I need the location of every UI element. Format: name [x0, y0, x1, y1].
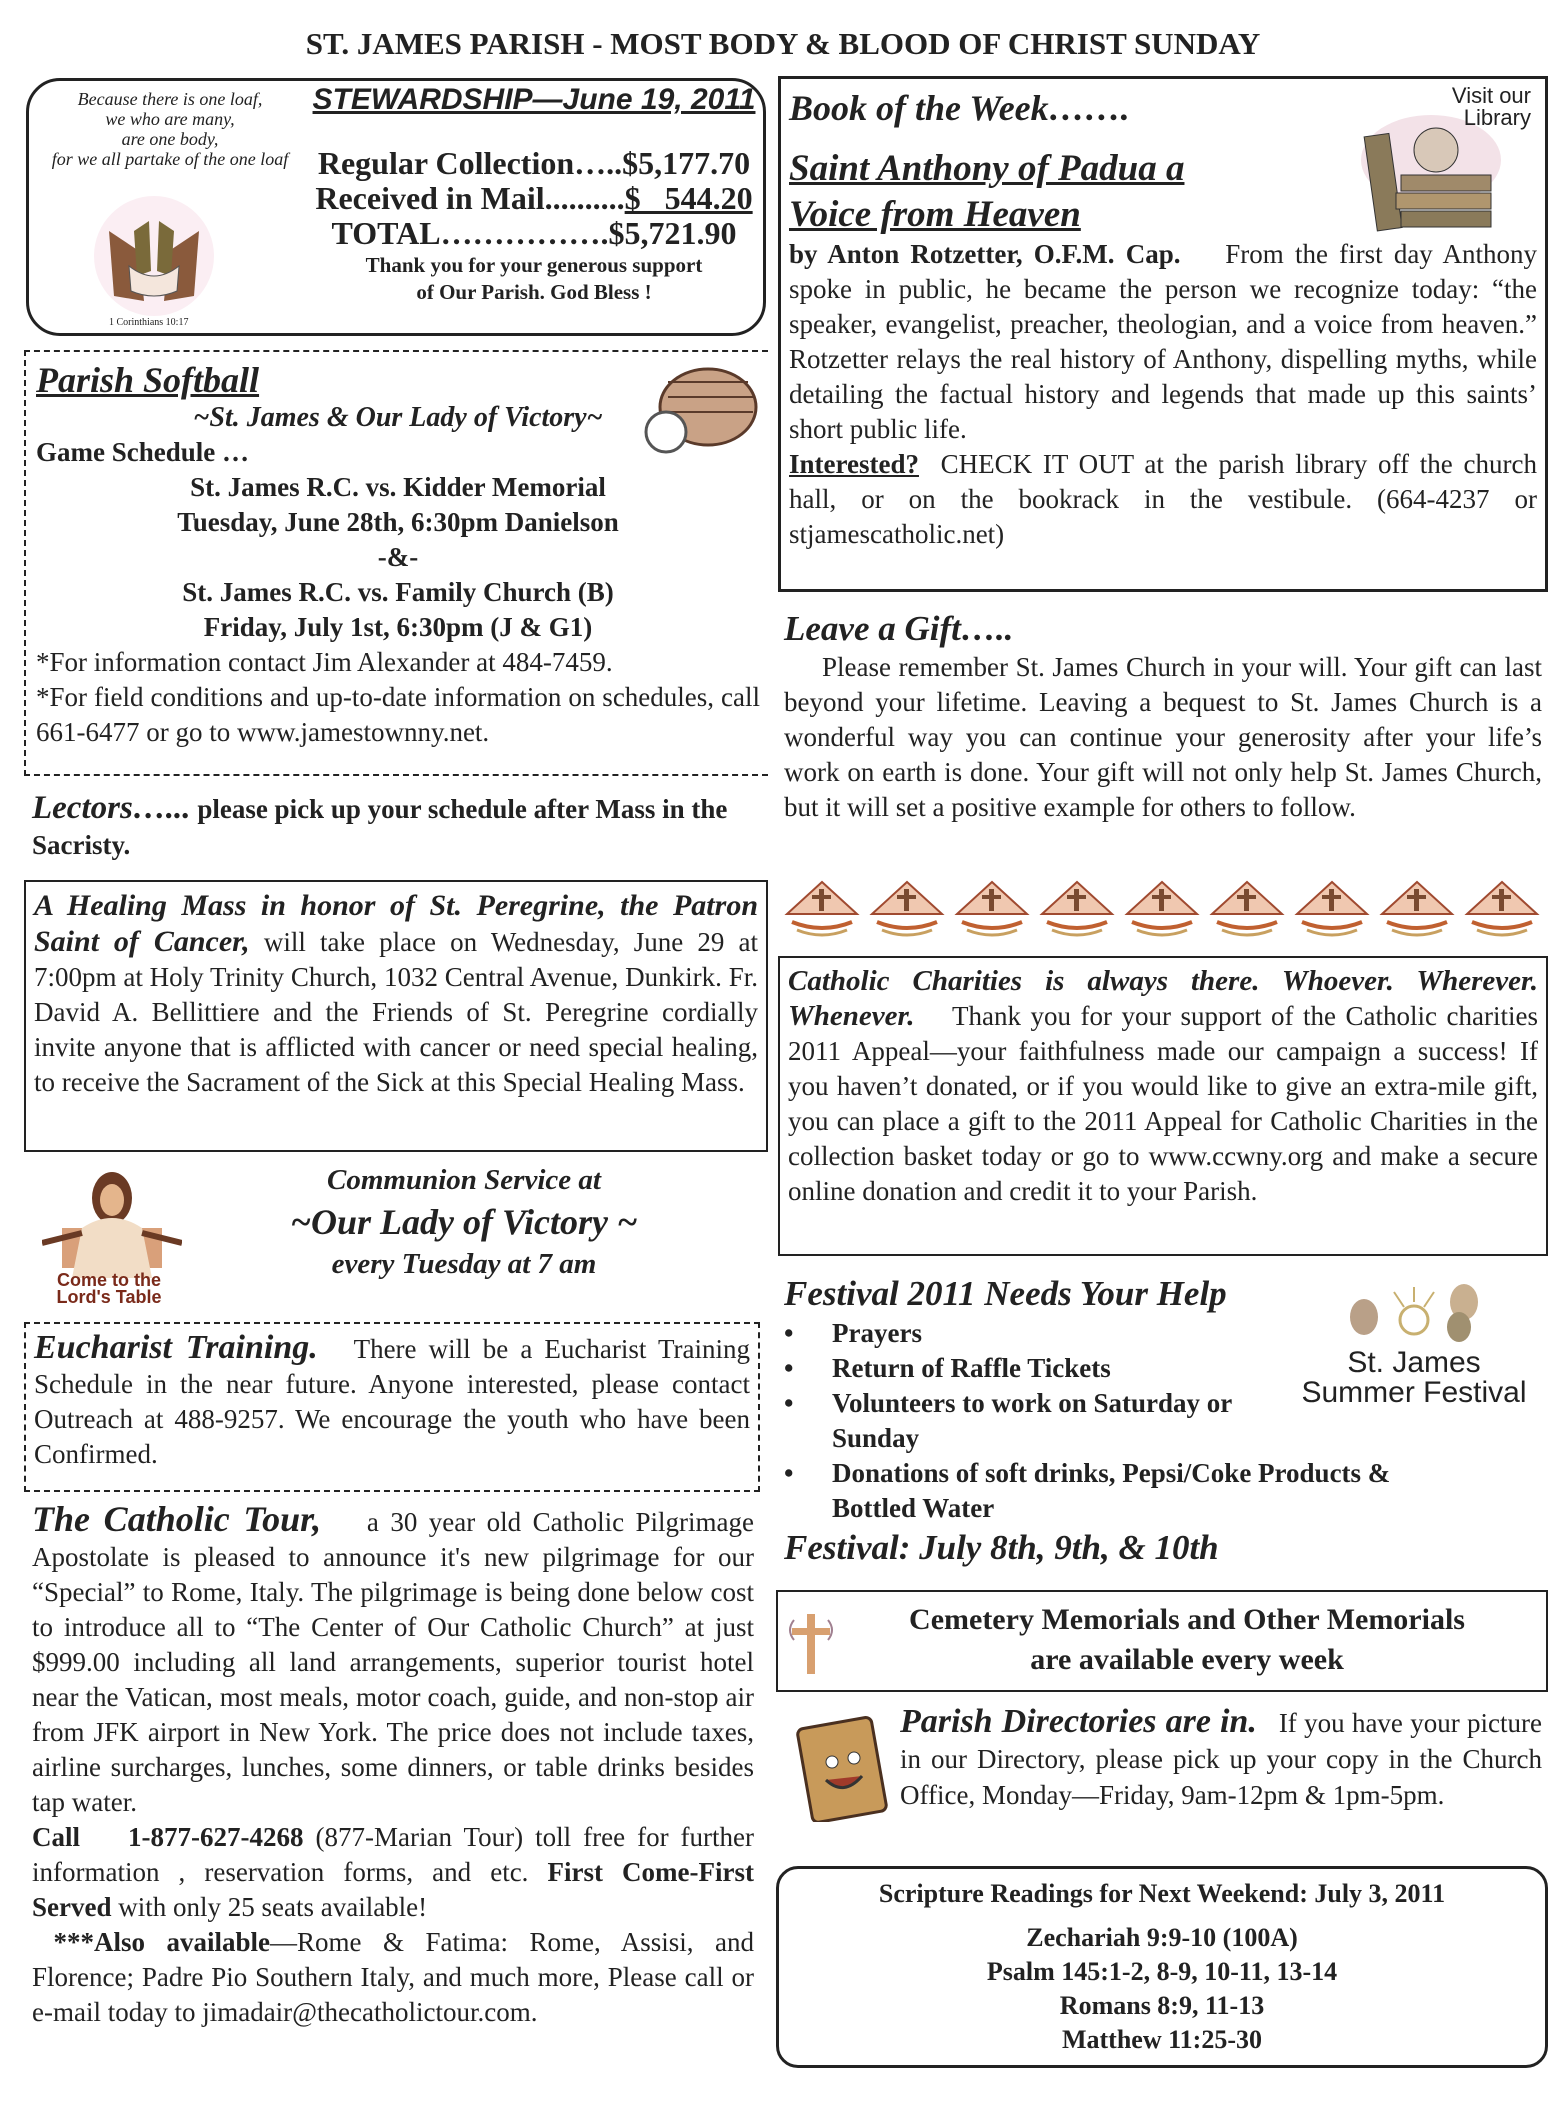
scripture-title: Scripture Readings for Next Weekend: July 3, 2011	[878, 1879, 1446, 1908]
scripture-readings-box	[776, 1866, 1548, 2068]
catholic-tour-section	[32, 1499, 755, 2030]
received-in-mail	[299, 180, 769, 217]
communion-location: ~Our Lady of Victory ~	[290, 1202, 638, 1242]
item-text: Return of Raffle Tickets	[832, 1353, 1111, 1383]
regular-collection: Regular Collection…..$5,177.70	[317, 145, 751, 181]
eucharist-title: Eucharist Training.	[34, 1329, 318, 1366]
caption-line: Lord's Table	[56, 1287, 162, 1307]
thanks-line: of Our Parish. God Bless !	[416, 280, 652, 304]
stewardship-box	[26, 78, 766, 336]
charities-text: Thank you for your support of the Catholic charities 2011 Appeal—your faithfulness made our campaign a success! If you haven’t donated, or if you would like to give an extra-mile gift, you can place a gift to the 2011 Appeal for Catholic Charities in the collection basket today or go to www.ccwny.org and make a secure online donation and credit it to your Parish.	[788, 1001, 1538, 1206]
book-cta: CHECK IT OUT at the parish library off the church hall, or on the bookrack in the vestibule. (664-4237 or stjamescatholic.net)	[789, 449, 1538, 549]
chalice-ornament-icon	[1042, 882, 1112, 935]
quote-line: for we all partake of the one loaf	[51, 149, 289, 169]
game: Friday, July 1st, 6:30pm (J & G1)	[203, 612, 593, 642]
thanks-line: Thank you for your generous support	[365, 253, 703, 277]
reading: Zechariah 9:9-10 (100A)	[1026, 1923, 1298, 1952]
logo-line: Summer Festival	[1301, 1376, 1527, 1409]
book-heading: Book of the Week…….	[789, 88, 1130, 128]
festival-title: Festival 2011 Needs Your Help	[784, 1274, 1227, 1313]
call-label: Call	[32, 1822, 81, 1852]
tour-phone: 1-877-627-4268	[128, 1822, 304, 1852]
communion-line: Communion Service at	[327, 1164, 601, 1196]
smiling-book-icon	[794, 1712, 894, 1822]
book-description: From the first day Anthony spoke in public, he became the person we recognize today: “the speaker, evangelist, preacher, theologian, and a voice from heaven.” Rotzetter relays the real history of Anthony, dispelling myths, while detailing the factual history and legends that made up this saints’ short public life.	[789, 239, 1538, 444]
item-text: Volunteers to work on Saturday or Sunday	[832, 1388, 1232, 1453]
eucharist-training-box	[24, 1322, 760, 1492]
festival-section	[784, 1272, 1544, 1582]
cross-icon	[786, 1610, 836, 1676]
chalice-ornament-icon	[1127, 882, 1197, 935]
item-text: Donations of soft drinks, Pepsi/Coke Products & Bottled Water	[832, 1458, 1391, 1523]
gift-title: Leave a Gift…..	[784, 609, 1014, 648]
game: St. James R.C. vs. Kidder Memorial	[190, 472, 606, 502]
stewardship-title: STEWARDSHIP—June 19, 2011	[312, 83, 756, 116]
list-item: • Prayers	[784, 1316, 1544, 1351]
baseball-glove-icon	[638, 362, 758, 457]
parish-directories-section	[900, 1704, 1542, 1813]
softball-info: *For field conditions and up-to-date information on schedules, call 661-6477 or go to www.jamestownny.net.	[36, 682, 760, 747]
reading: Psalm 145:1-2, 8-9, 10-11, 13-14	[986, 1957, 1338, 1986]
list-item: • Volunteers to work on Saturday or Sunday	[784, 1386, 1544, 1456]
logo-line: St. James	[1347, 1346, 1481, 1379]
list-item: • Return of Raffle Tickets	[784, 1351, 1544, 1386]
item-text: Prayers	[832, 1318, 922, 1348]
catholic-charities-box	[778, 956, 1548, 1256]
book-of-week-box	[778, 76, 1548, 592]
softball-info: *For information contact Jim Alexander at 484-7459.	[36, 647, 613, 677]
charities-title: Catholic Charities is always there. Whoever. Wherever. Whenever.	[788, 965, 1538, 1032]
gift-text: Please remember St. James Church in your will. Your gift can last beyond your lifetime. Leaving a bequest to St. James Church is a wonderful way you can continue your generosity after your life’s work on earth is done. Your gift will not only help St. James Church, but it will set a positive example for others to follow.	[784, 652, 1542, 822]
book-title: Voice from Heaven	[789, 194, 1081, 235]
stewardship-content	[299, 83, 769, 306]
breaking-bread-icon	[89, 191, 219, 321]
bread-quote	[35, 89, 305, 169]
chalice-ornament-icon	[872, 882, 942, 935]
book-author: by Anton Rotzetter, O.F.M. Cap.	[789, 239, 1181, 269]
cemetery-memorials-box	[776, 1590, 1548, 1692]
tour-title: The Catholic Tour,	[32, 1499, 322, 1539]
list-item: • Donations of soft drinks, Pepsi/Coke Products & Bottled Water	[784, 1456, 1544, 1526]
softball-box	[24, 350, 768, 776]
decorative-border	[782, 874, 1546, 940]
directories-text: If you have your picture in our Directory, please pick up your copy in the Church Office, Monday—Friday, 9am-12pm & 1pm-5pm.	[900, 1708, 1543, 1810]
cemetery-text	[838, 1600, 1536, 1680]
festival-dates: Festival: July 8th, 9th, & 10th	[784, 1528, 1219, 1567]
jesus-image	[42, 1168, 182, 1278]
healing-title: A Healing Mass in honor of St. Peregrine, the Patron Saint of Cancer,	[34, 889, 758, 958]
cemetery-line: are available every week	[1030, 1643, 1344, 1676]
mail-value: $ 544.20	[624, 180, 753, 216]
game: Tuesday, June 28th, 6:30pm Danielson	[177, 507, 619, 537]
caption-line: Come to the	[56, 1270, 161, 1290]
chalice-ornament-icon	[787, 882, 857, 935]
library-logo	[1351, 85, 1531, 235]
mail-label: Received in Mail..........	[315, 180, 625, 216]
chalice-ornament-icon	[1212, 882, 1282, 935]
directories-title: Parish Directories are in.	[900, 1703, 1257, 1740]
game: St. James R.C. vs. Family Church (B)	[182, 577, 614, 607]
library-logo-text: Visit our Library	[1451, 83, 1531, 130]
tour-text: a 30 year old Catholic Pilgrimage Apostolate is pleased to announce it's new pilgrimage for our “Special” to Rome, Italy. The pilgrimage is being done below cost to introduce all to “The Center of Our Catholic Church” at just $999.00 including all land arrangements, superior tourist hotel near the Vatican, most meals, motor coach, guide, and non-stop air from JFK airport in New York. The price does not include taxes, airline surcharges, lunches, some dinners, or table drinks besides tap water.	[32, 1507, 754, 1817]
chalice-ornament-icon	[1382, 882, 1452, 935]
chalice-ornament-icon	[957, 882, 1027, 935]
chalice-ornament-icon	[1297, 882, 1367, 935]
first-come: First Come-First Served	[32, 1857, 754, 1922]
softball-subtitle: ~St. James & Our Lady of Victory~	[193, 402, 603, 433]
chalice-ornament-icon	[1467, 882, 1537, 935]
lectors-title: Lectors…...	[32, 790, 191, 826]
healing-mass-box	[24, 880, 768, 1152]
game: -&-	[377, 542, 419, 572]
quote-line: are one body,	[121, 129, 219, 149]
leave-a-gift-section	[784, 608, 1542, 825]
communion-line: every Tuesday at 7 am	[331, 1248, 597, 1280]
also-text: —Rome & Fatima: Rome, Assisi, and Florence; Padre Pio Southern Italy, and much more, Please call or e-mail today to jimadair@thecatholictour.com.	[32, 1927, 755, 2027]
total: TOTAL…………….$5,721.90	[331, 215, 737, 251]
quote-line: Because there is one loaf,	[77, 89, 263, 109]
page-title: ST. JAMES PARISH - MOST BODY & BLOOD OF CHRIST SUNDAY	[305, 26, 1261, 61]
schedule-label: Game Schedule …	[36, 437, 249, 467]
book-title: Saint Anthony of Padua a	[789, 148, 1185, 189]
first-text: with only 25 seats available!	[118, 1892, 428, 1922]
cemetery-line: Cemetery Memorials and Other Memorials	[909, 1603, 1465, 1636]
quote-line: we who are many,	[105, 109, 235, 129]
balloons-icon	[1334, 1282, 1494, 1342]
summer-festival-logo	[1294, 1282, 1534, 1408]
communion-section	[24, 1160, 768, 1310]
reading: Matthew 11:25-30	[1061, 2025, 1262, 2054]
reading: Romans 8:9, 11-13	[1059, 1991, 1265, 2020]
lords-table-caption	[34, 1272, 184, 1306]
interested-label: Interested?	[789, 449, 919, 479]
also-label: ***Also available	[53, 1927, 271, 1957]
citation: 1 Corinthians 10:17	[109, 317, 189, 328]
lectors-section	[32, 790, 768, 863]
communion-text	[204, 1160, 724, 1284]
softball-title: Parish Softball	[36, 360, 260, 400]
eucharist-text: There will be a Eucharist Training Schedule in the near future. Anyone interested, please contact Outreach at 488-9257. We encourage the youth who have been Confirmed.	[34, 1334, 750, 1469]
call-text: (877-Marian Tour) toll free for further information , reservation forms, and etc.	[32, 1822, 755, 1887]
lectors-text: please pick up your schedule after Mass in the Sacristy.	[32, 794, 728, 860]
healing-text: will take place on Wednesday, June 29 at 7:00pm at Holy Trinity Church, 1032 Central Avenue, Dunkirk. Fr. David A. Bellittiere and the Friends of St. Peregrine cordially invite anyone that is afflicted with cancer or need special healing, to receive the Sacrament of the Sick at this Special Healing Mass.	[34, 927, 759, 1097]
